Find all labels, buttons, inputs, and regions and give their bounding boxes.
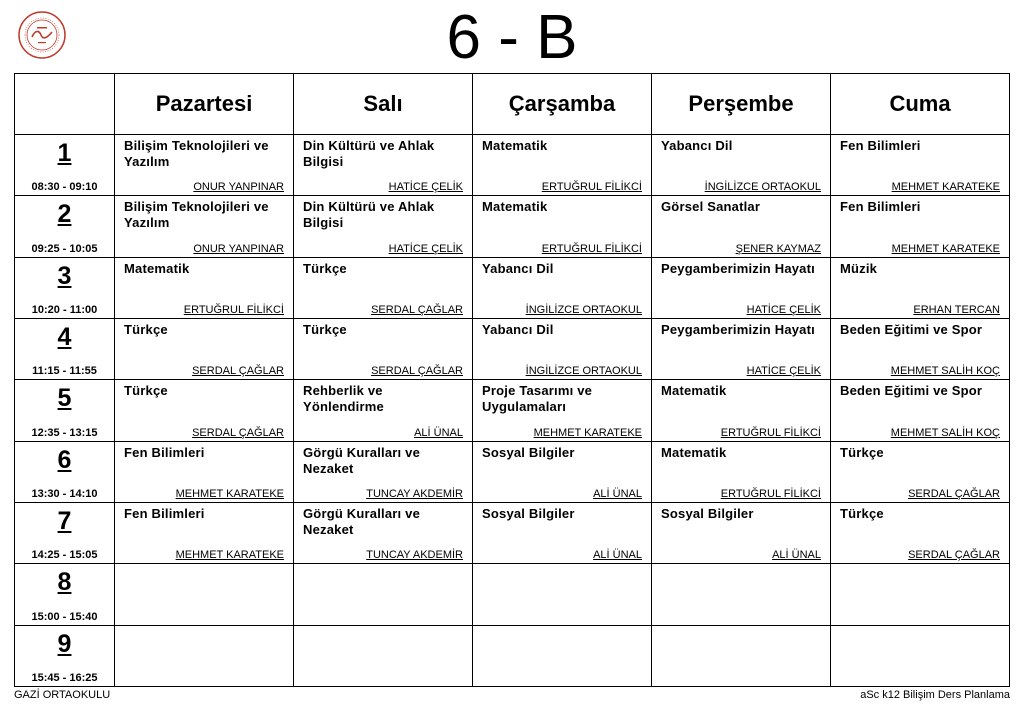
period-cell	[15, 625, 115, 686]
lesson-cell	[115, 564, 294, 625]
period-number: 8	[57, 568, 72, 597]
period-cell	[15, 564, 115, 625]
period-row	[15, 502, 1010, 563]
period-time: 08:30 - 09:10	[31, 181, 98, 194]
lesson-cell	[473, 257, 652, 318]
lesson-cell	[831, 196, 1010, 257]
period-row	[15, 564, 1010, 625]
day-header-tuesday: Salı	[294, 74, 473, 135]
lesson-cell	[115, 502, 294, 563]
period-number: 5	[57, 384, 72, 413]
period-row	[15, 257, 1010, 318]
lesson-name: Görgü Kuralları ve Nezaket	[303, 505, 421, 537]
timetable-header-row	[15, 74, 1010, 135]
teacher-name: ALİ ÜNAL	[772, 549, 821, 562]
lesson-cell	[652, 257, 831, 318]
teacher-name: HATİCE ÇELİK	[388, 181, 463, 194]
lesson-name: Peygamberimizin Hayatı	[661, 321, 815, 337]
teacher-name: ONUR YANPINAR	[193, 181, 284, 194]
period-row	[15, 135, 1010, 196]
teacher-name: İNGİLİZCE ORTAOKUL	[704, 181, 821, 194]
day-header-friday: Cuma	[831, 74, 1010, 135]
lesson-name: Sosyal Bilgiler	[482, 505, 575, 521]
teacher-name: ERTUĞRUL FİLİKCİ	[183, 303, 284, 316]
period-time: 15:45 - 16:25	[31, 672, 98, 684]
lesson-cell	[652, 625, 831, 686]
teacher-name: SERDAL ÇAĞLAR	[192, 426, 284, 439]
lesson-cell	[115, 441, 294, 502]
lesson-name: Görgü Kuralları ve Nezaket	[303, 444, 421, 476]
lesson-name: Matematik	[124, 260, 190, 276]
lesson-cell	[652, 564, 831, 625]
teacher-name: MEHMET KARATEKE	[175, 549, 284, 562]
lesson-cell	[473, 380, 652, 441]
period-cell	[15, 318, 115, 379]
lesson-cell	[473, 318, 652, 379]
lesson-cell	[473, 625, 652, 686]
lesson-cell	[831, 625, 1010, 686]
teacher-name: HATİCE ÇELİK	[746, 365, 821, 378]
period-cell	[15, 135, 115, 196]
period-time: 11:15 - 11:55	[32, 365, 97, 378]
lesson-name: Yabancı Dil	[482, 321, 554, 337]
lesson-name: Din Kültürü ve Ahlak Bilgisi	[303, 199, 435, 231]
lesson-cell	[473, 441, 652, 502]
lesson-name: Beden Eğitimi ve Spor	[840, 383, 983, 399]
period-row	[15, 318, 1010, 379]
period-number: 9	[57, 629, 72, 658]
lesson-cell	[652, 196, 831, 257]
lesson-name: Müzik	[840, 260, 878, 276]
period-row	[15, 625, 1010, 686]
lesson-name: Peygamberimizin Hayatı	[661, 260, 815, 276]
teacher-name: ALİ ÜNAL	[593, 487, 642, 500]
period-cell	[15, 196, 115, 257]
teacher-name: MEHMET KARATEKE	[891, 242, 1000, 255]
lesson-cell	[831, 564, 1010, 625]
lesson-cell	[294, 441, 473, 502]
lesson-cell	[831, 135, 1010, 196]
lesson-cell	[473, 564, 652, 625]
period-cell	[15, 502, 115, 563]
lesson-cell	[294, 318, 473, 379]
teacher-name: SERDAL ÇAĞLAR	[908, 549, 1000, 562]
period-cell	[15, 257, 115, 318]
lesson-cell	[115, 380, 294, 441]
lesson-cell	[294, 196, 473, 257]
lesson-cell	[115, 135, 294, 196]
day-header-thursday: Perşembe	[652, 74, 831, 135]
lesson-name: Türkçe	[124, 321, 168, 337]
lesson-cell	[294, 625, 473, 686]
teacher-name: İNGİLİZCE ORTAOKUL	[525, 365, 642, 378]
teacher-name: ERTUĞRUL FİLİKCİ	[541, 181, 642, 194]
lesson-name: Matematik	[482, 138, 548, 153]
lesson-name: Türkçe	[840, 444, 884, 460]
lesson-name: Yabancı Dil	[482, 260, 554, 276]
lesson-cell	[831, 257, 1010, 318]
teacher-name: MEHMET SALİH KOÇ	[890, 426, 1000, 439]
lesson-cell	[652, 318, 831, 379]
lesson-cell	[831, 441, 1010, 502]
teacher-name: SERDAL ÇAĞLAR	[908, 487, 1000, 500]
day-header-monday: Pazartesi	[115, 74, 294, 135]
teacher-name: HATİCE ÇELİK	[388, 242, 463, 255]
period-row	[15, 196, 1010, 257]
lesson-cell	[652, 441, 831, 502]
teacher-name: MEHMET SALİH KOÇ	[890, 365, 1000, 378]
lesson-cell	[652, 380, 831, 441]
period-cell	[15, 441, 115, 502]
lesson-cell	[294, 257, 473, 318]
period-number: 6	[57, 445, 72, 474]
lesson-name: Bilişim Teknolojileri ve Yazılım	[124, 199, 269, 231]
teacher-name: ALİ ÜNAL	[414, 426, 463, 439]
teacher-name: TUNCAY AKDEMİR	[366, 549, 463, 562]
teacher-name: ERTUĞRUL FİLİKCİ	[720, 426, 821, 439]
teacher-name: ONUR YANPINAR	[193, 242, 284, 255]
teacher-name: ALİ ÜNAL	[593, 549, 642, 562]
period-number: 1	[57, 139, 72, 167]
lesson-name: Fen Bilimleri	[124, 444, 205, 460]
timetable	[14, 73, 1010, 687]
teacher-name: ERTUĞRUL FİLİKCİ	[541, 242, 642, 255]
lesson-name: Fen Bilimleri	[840, 199, 921, 215]
teacher-name: ERTUĞRUL FİLİKCİ	[720, 487, 821, 500]
lesson-cell	[473, 135, 652, 196]
teacher-name: MEHMET KARATEKE	[175, 487, 284, 500]
teacher-name: ERHAN TERCAN	[913, 303, 1000, 316]
footer-software-credit: aSc k12 Bilişim Ders Planlama	[860, 689, 1010, 701]
lesson-name: Matematik	[661, 383, 727, 399]
lesson-cell	[294, 564, 473, 625]
lesson-name: Beden Eğitimi ve Spor	[840, 321, 983, 337]
teacher-name: SERDAL ÇAĞLAR	[371, 365, 463, 378]
lesson-name: Türkçe	[124, 383, 168, 399]
teacher-name: İNGİLİZCE ORTAOKUL	[525, 303, 642, 316]
lesson-name: Proje Tasarımı ve Uygulamaları	[482, 383, 593, 415]
lesson-cell	[652, 135, 831, 196]
lesson-name: Rehberlik ve Yönlendirme	[303, 383, 384, 415]
teacher-name: MEHMET KARATEKE	[533, 426, 642, 439]
lesson-name: Matematik	[661, 444, 727, 460]
period-number: 7	[57, 506, 72, 535]
teacher-name: MEHMET KARATEKE	[891, 181, 1000, 194]
teacher-name: HATİCE ÇELİK	[746, 303, 821, 316]
period-number: 2	[57, 200, 72, 229]
period-time: 10:20 - 11:00	[31, 303, 98, 316]
lesson-name: Türkçe	[303, 260, 347, 276]
lesson-name: Din Kültürü ve Ahlak Bilgisi	[303, 138, 435, 169]
lesson-cell	[115, 625, 294, 686]
lesson-cell	[831, 502, 1010, 563]
lesson-name: Matematik	[482, 199, 548, 215]
period-number: 4	[57, 322, 72, 351]
lesson-cell	[831, 380, 1010, 441]
teacher-name: SERDAL ÇAĞLAR	[192, 365, 284, 378]
lesson-name: Fen Bilimleri	[840, 138, 921, 153]
teacher-name: ŞENER KAYMAZ	[735, 242, 821, 255]
lesson-name: Bilişim Teknolojileri ve Yazılım	[124, 138, 269, 169]
lesson-name: Türkçe	[840, 505, 884, 521]
lesson-name: Görsel Sanatlar	[661, 199, 761, 215]
corner-cell	[15, 74, 115, 135]
period-time: 14:25 - 15:05	[31, 549, 98, 562]
lesson-cell	[294, 502, 473, 563]
period-row	[15, 441, 1010, 502]
lesson-name: Sosyal Bilgiler	[661, 505, 754, 521]
timetable-body	[15, 135, 1010, 687]
lesson-cell	[652, 502, 831, 563]
lesson-cell	[115, 257, 294, 318]
page-title: 6 - B	[446, 3, 578, 72]
lesson-cell	[115, 196, 294, 257]
period-row	[15, 380, 1010, 441]
period-cell	[15, 380, 115, 441]
teacher-name: TUNCAY AKDEMİR	[366, 487, 463, 500]
teacher-name: SERDAL ÇAĞLAR	[371, 303, 463, 316]
period-number: 3	[57, 261, 72, 290]
period-time: 12:35 - 13:15	[31, 426, 98, 439]
period-time: 13:30 - 14:10	[31, 487, 98, 500]
lesson-cell	[115, 318, 294, 379]
footer-school-name: GAZİ ORTAOKULU	[14, 689, 111, 701]
lesson-cell	[831, 318, 1010, 379]
period-time: 09:25 - 10:05	[31, 242, 98, 255]
lesson-cell	[473, 502, 652, 563]
lesson-cell	[294, 135, 473, 196]
day-header-wednesday: Çarşamba	[473, 74, 652, 135]
lesson-name: Fen Bilimleri	[124, 505, 205, 521]
lesson-cell	[294, 380, 473, 441]
lesson-cell	[473, 196, 652, 257]
lesson-name: Türkçe	[303, 321, 347, 337]
lesson-name: Yabancı Dil	[661, 138, 733, 153]
period-time: 15:00 - 15:40	[31, 610, 98, 623]
lesson-name: Sosyal Bilgiler	[482, 444, 575, 460]
